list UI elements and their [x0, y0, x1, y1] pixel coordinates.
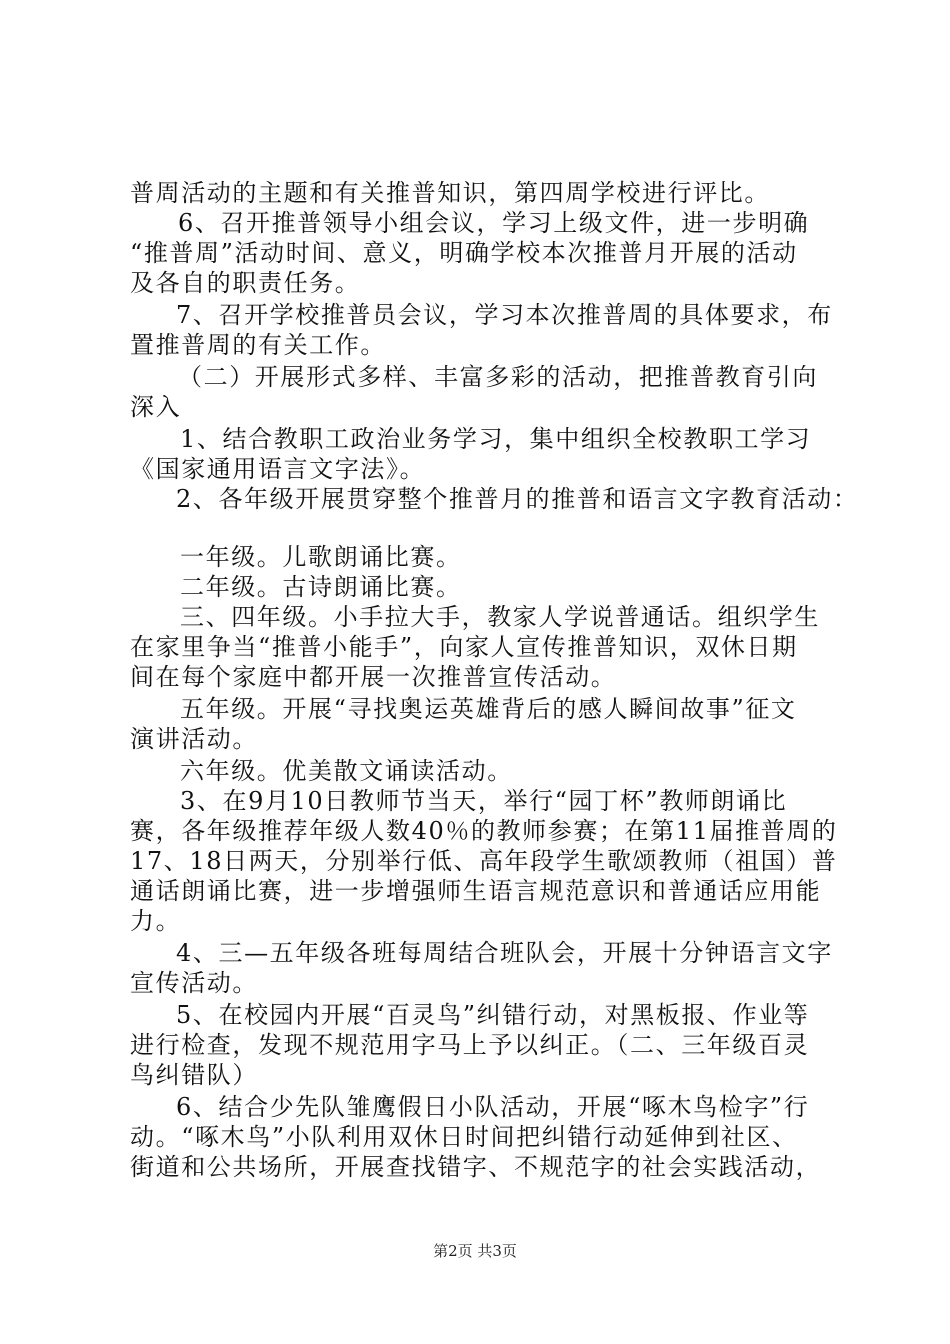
body-text-line: 六年级。优美散文诵读活动。	[180, 757, 513, 785]
section-heading: （二）开展形式多样、丰富多彩的活动，把推普教育引向	[178, 363, 818, 391]
body-text-line: 鸟纠错队）	[130, 1061, 258, 1089]
body-text-line: 3、在9月10日教师节当天，举行“园丁杯”教师朗诵比	[180, 787, 788, 815]
body-text-line: 5、在校园内开展“百灵鸟”纠错行动，对黑板报、作业等	[176, 1001, 810, 1029]
body-text-line: 赛，各年级推荐年级人数40％的教师参赛；在第11届推普周的	[130, 817, 838, 845]
body-text-line: 动。“啄木鸟”小队利用双休日时间把纠错行动延伸到社区、	[130, 1123, 798, 1151]
body-text-line: 街道和公共场所，开展查找错字、不规范字的社会实践活动，	[130, 1153, 822, 1181]
body-text-line: 置推普周的有关工作。	[130, 331, 386, 359]
body-text-line: 宣传活动。	[130, 969, 258, 997]
body-text-line: 力。	[130, 907, 182, 935]
body-text-line: 4、三—五年级各班每周结合班队会，开展十分钟语言文字	[176, 939, 833, 967]
body-text-line: 通话朗诵比赛，进一步增强师生语言规范意识和普通话应用能	[130, 877, 822, 905]
body-text-line: 17、18日两天，分别举行低、高年段学生歌颂教师（祖国）普	[130, 847, 838, 875]
body-text-line: 演讲活动。	[130, 725, 258, 753]
body-text-line: 6、结合少先队雏鹰假日小队活动，开展“啄木鸟检字”行	[176, 1093, 810, 1121]
section-heading: 深入	[130, 393, 182, 421]
body-text-line: 间在每个家庭中都开展一次推普宣传活动。	[130, 663, 617, 691]
page-footer: 第2页 共3页	[433, 1242, 517, 1260]
body-text-line: 1、结合教职工政治业务学习，集中组织全校教职工学习	[180, 425, 812, 453]
body-text-line: 在家里争当“推普小能手”，向家人宣传推普知识，双休日期	[130, 633, 798, 661]
body-text-line: 五年级。开展“寻找奥运英雄背后的感人瞬间故事”征文	[180, 695, 797, 723]
body-text-line: 7、召开学校推普员会议，学习本次推普周的具体要求，布	[176, 301, 833, 329]
body-text-line: 《国家通用语言文字法》。	[130, 455, 426, 483]
body-text-line: 2、各年级开展贯穿整个推普月的推普和语言文字教育活动：	[176, 485, 859, 513]
body-text-line: 二年级。古诗朗诵比赛。	[180, 573, 462, 601]
body-text-line: 普周活动的主题和有关推普知识，第四周学校进行评比。	[130, 179, 770, 207]
body-text-line: 及各自的职责任务。	[130, 269, 361, 297]
body-text-line: 三、四年级。小手拉大手，教家人学说普通话。组织学生	[180, 603, 820, 631]
body-text-line: “推普周”活动时间、意义，明确学校本次推普月开展的活动	[130, 239, 798, 267]
body-text-line: 一年级。儿歌朗诵比赛。	[180, 543, 462, 571]
body-text-line: 进行检查，发现不规范用字马上予以纠正。（二、三年级百灵	[130, 1031, 810, 1059]
body-text-line: 6、召开推普领导小组会议，学习上级文件，进一步明确	[178, 209, 810, 237]
